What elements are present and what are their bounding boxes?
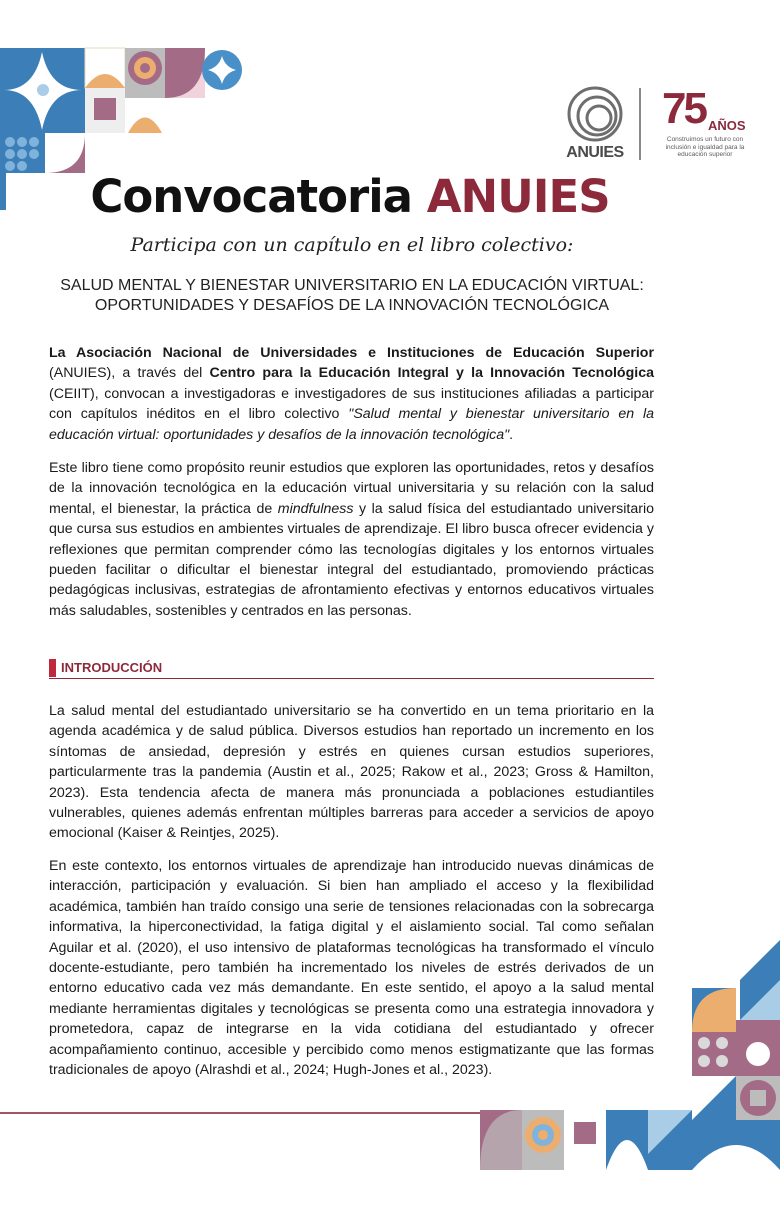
intro-paragraph [49, 343, 654, 445]
title-main: Convocatoria [90, 170, 413, 223]
purpose-italic-word: mindfulness [277, 500, 354, 517]
introduction-paragraph-2: En este contexto, los entornos virtuales de aprendizaje han introducido nuevas dinámicas de interacción, participación y evaluación. Si bien han ampliado el acceso y la flexibilidad académica, también han traído consigo una serie de tensiones relacionadas con la sobrecarga informativa, la hiperconectividad, la fatiga digital y el aislamiento social. Tal como señalan Aguilar et al. (2020), el uso intensivo de plataformas tecnológicas ha transformado el vínculo docente-estudiante, pero también ha incrementado los niveles de estrés derivados de un entorno educativo cada vez más demandante. En este sentido, el apoyo a la salud mental mediante herramientas digitales y tecnológicas se presenta como una estrategia innovadora y prometedora, capaz de integrarse en la vida cotidiana del estudiantado y ofrecer acompañamiento continuo, accesible y percibido como menos estigmatizante que las formas tradicionales de apoyo (Alrashdi et al., 2024; Hugh-Jones et al., 2023). [49, 858, 654, 1079]
center-name: Centro para la Educación Integral y la Innovación Tecnológica [209, 365, 654, 382]
book-title [40, 276, 664, 316]
book-title-line-1: SALUD MENTAL Y BIENESTAR UNIVERSITARIO EN LA EDUCACIÓN VIRTUAL: [60, 277, 644, 294]
anuies-logo-icon [566, 86, 624, 144]
section-heading-bar [49, 659, 56, 677]
logo-tagline: Construimos un futuro con inclusión e igualdad para la educación superior [665, 136, 745, 158]
section-heading-label: INTRODUCCIÓN [61, 660, 163, 675]
introduction-paragraph-1: La salud mental del estudiantado universitario se ha convertido en un tema prioritario en la agenda académica y de salud pública. Diversos estudios han reportado un incremento en los síntomas de ansiedad, depresión y estrés en quienes cursan estudios superiores, particularmente tras la pandemia (Austin et al., 2025; Rakow et al., 2023; Gross & Hamilton, 2023). Esta tendencia afecta de manera más pronunciada a poblaciones estudiantiles vulnerables, quienes además enfrentan múltiples barreras para acceder a servicios de apoyo emocional (Kaiser & Reintjes, 2025). [49, 703, 654, 842]
anuies-logo [566, 86, 746, 166]
book-title-line-2: OPORTUNIDADES Y DESAFÍOS DE LA INNOVACIÓN TECNOLÓGICA [94, 297, 610, 314]
book-title-italic: "Salud mental y bienestar universitario en la educación virtual: oportunidades y desafíos de la innovación tecnológica" [49, 406, 654, 443]
title-accent: ANUIES [426, 170, 610, 223]
section-heading-introduccion [49, 658, 654, 679]
intro-text-end: . [509, 426, 514, 443]
logo-org-name: ANUIES [566, 144, 624, 161]
purpose-paragraph [49, 458, 654, 621]
intro-text-a: (ANUIES), a través del [49, 365, 210, 382]
page-title [0, 170, 700, 223]
page-subtitle: Participa con un capítulo en el libro colectivo: [130, 234, 574, 256]
purpose-text-b: y la salud física del estudiantado universitario que cursa sus estudios en ambientes virtuales de aprendizaje. El libro busca ofrecer evidencia y reflexiones que permitan comprender cómo las tecnologías digitales y los entornos virtuales pueden facilitar o dificultar el bienestar integral del estudiantado, promoviendo prácticas pedagógicas inclusivas, estrategias de afrontamiento efectivas y entornos educativos virtuales más saludables, sostenibles y centrados en las personas. [49, 500, 654, 619]
org-name: La Asociación Nacional de Universidades e Instituciones de Educación Superior [49, 345, 654, 361]
decorative-pattern-bottom-right [480, 940, 780, 1170]
intro-text-b: (CEIIT), convocan a investigadoras e investigadores de sus instituciones afiliadas a participar con capítulos inéditos en el libro colectivo [49, 385, 654, 423]
logo-anniversary-word: AÑOS [708, 118, 746, 133]
logo-anniversary-number: 75 [662, 84, 705, 133]
purpose-text-a: Este libro tiene como propósito reunir estudios que exploren las oportunidades, retos y desafíos de la innovación tecnológica en la educación virtual universitaria y su relación con la salud mental, el bienestar, la práctica de [49, 460, 654, 517]
footer-divider [0, 1112, 484, 1114]
logo-separator [639, 88, 641, 160]
